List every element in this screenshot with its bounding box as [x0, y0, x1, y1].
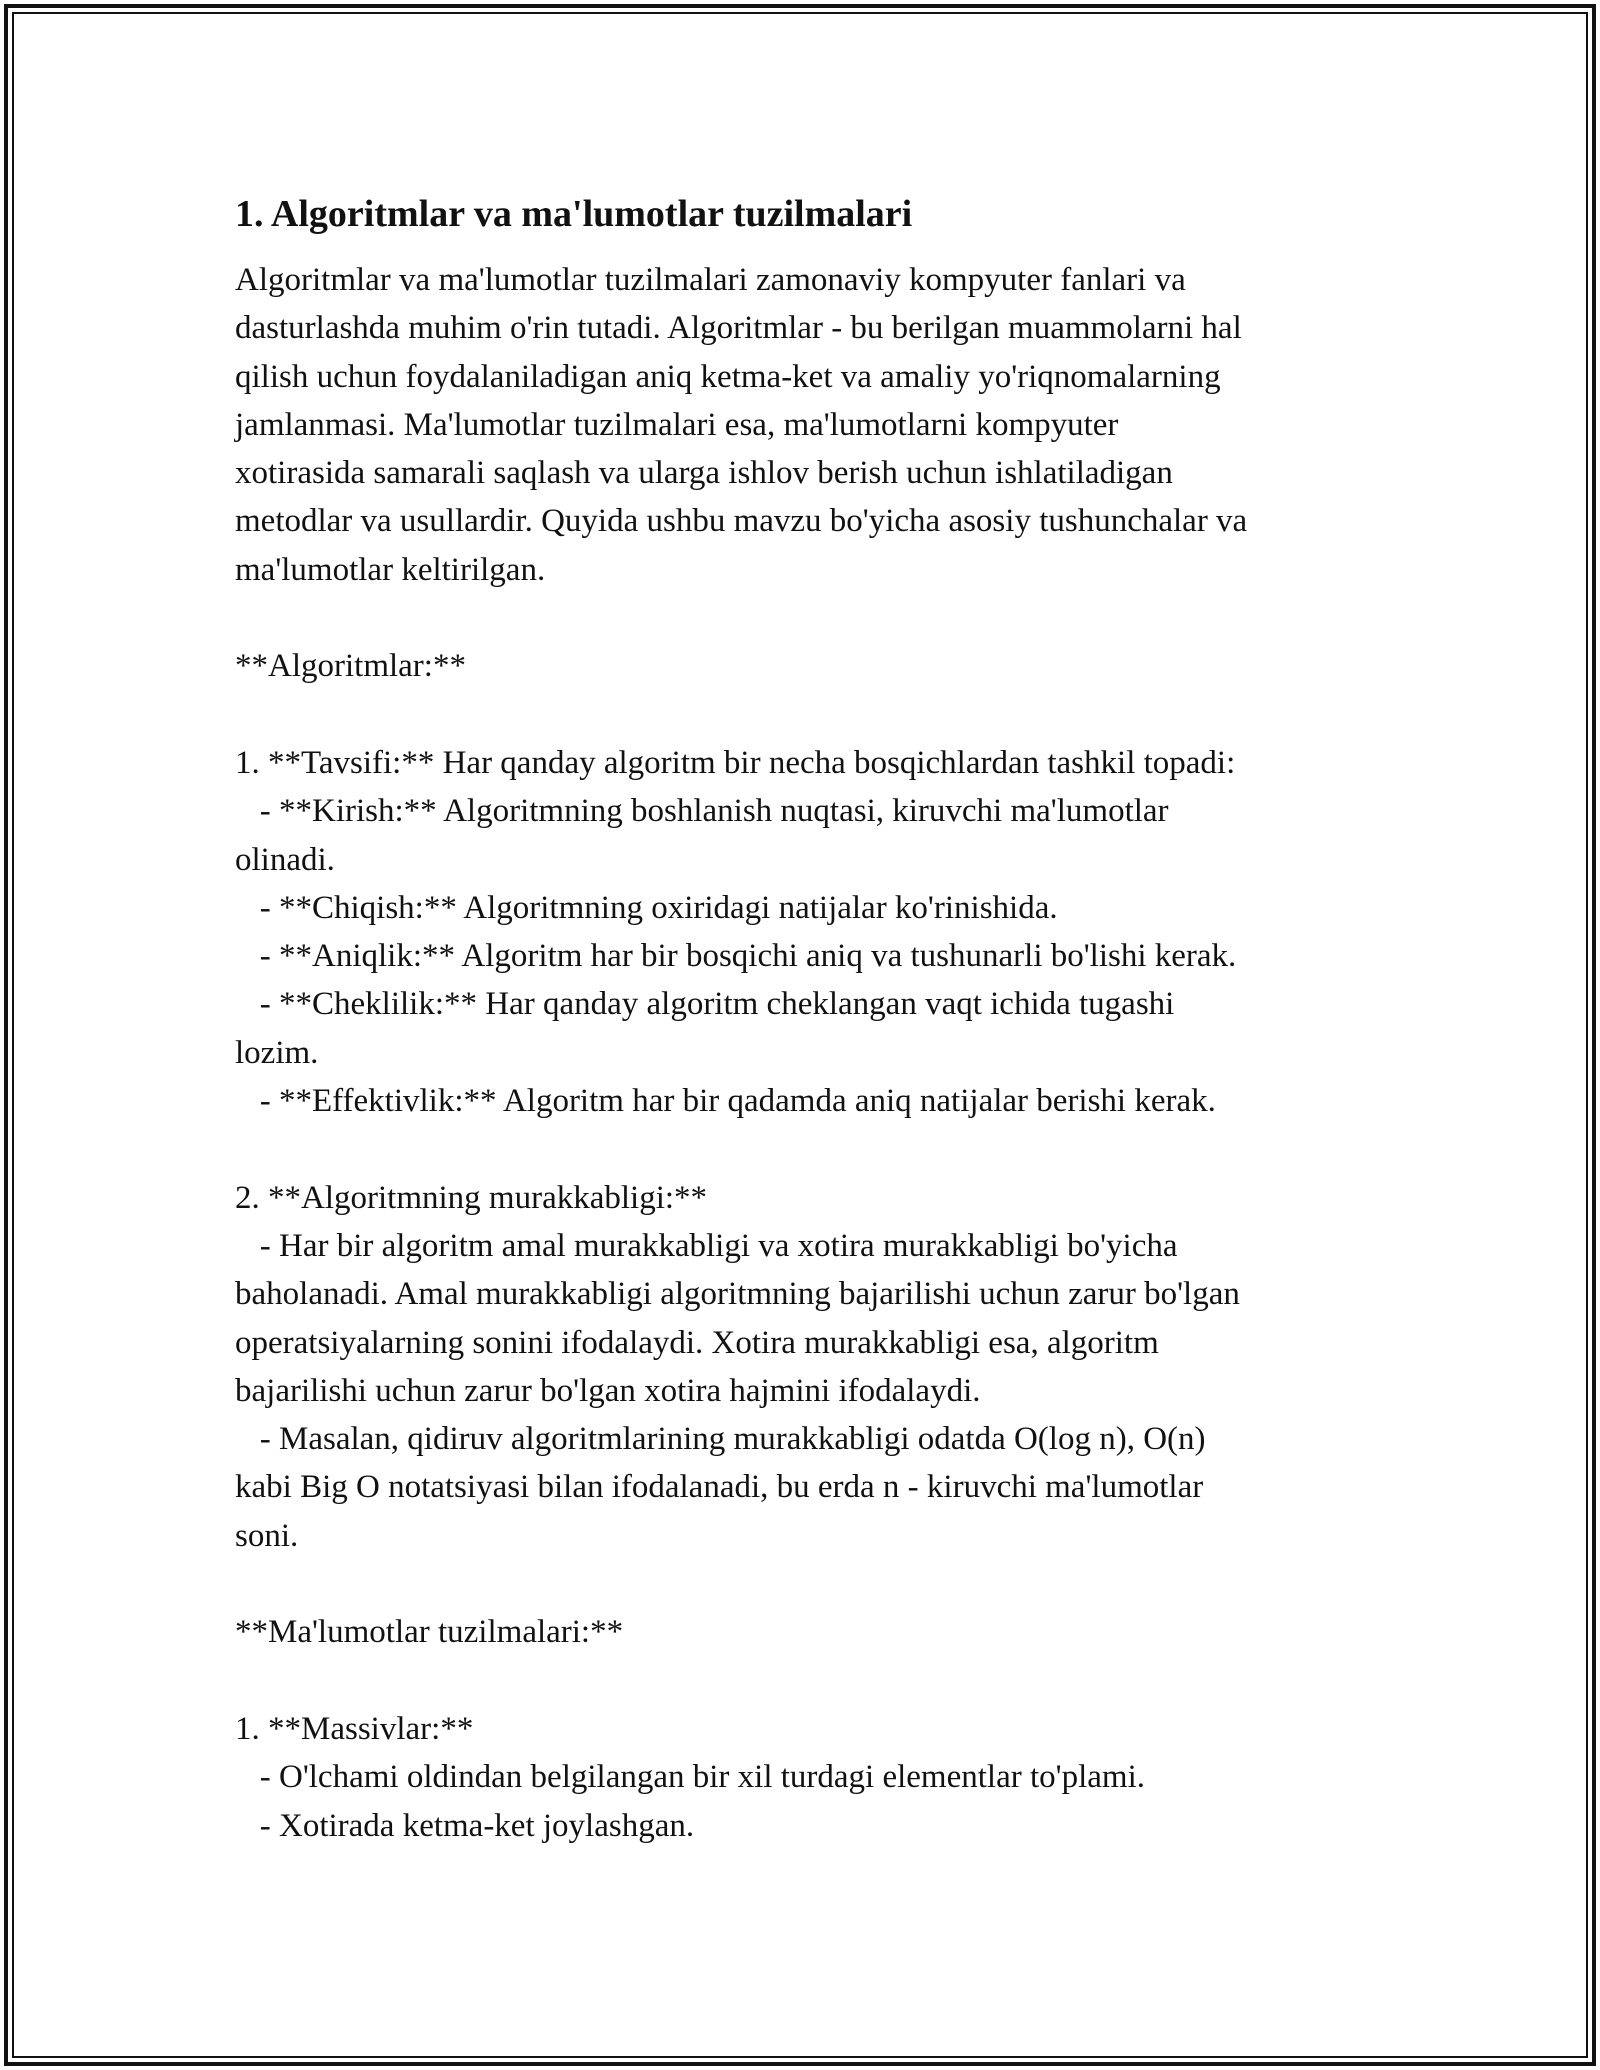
list-item: 1. **Massivlar:** — [235, 1710, 474, 1747]
list-subitem: - Masalan, qidiruv algoritmlarining murakkabligi odatda O(log n), O(n) — [235, 1421, 1206, 1458]
text-line: metodlar va usullardir. Quyida ushbu mavzu bo'yicha asosiy tushunchalar va — [235, 503, 1248, 540]
document-body — [235, 188, 1385, 1850]
list-subitem: - O'lchami oldindan belgilangan bir xil turdagi elementlar to'plami. — [235, 1759, 1145, 1796]
list-subitem: - **Kirish:** Algoritmning boshlanish nuqtasi, kiruvchi ma'lumotlar — [235, 793, 1169, 830]
text-line: lozim. — [235, 1034, 319, 1071]
text-line: dasturlashda muhim o'rin tutadi. Algoritmlar - bu berilgan muammolarni hal — [235, 310, 1242, 347]
text-line: jamlanmasi. Ma'lumotlar tuzilmalari esa, ma'lumotlarni kompyuter — [235, 406, 1119, 443]
text-line: olinadi. — [235, 841, 335, 878]
list-subitem: - **Aniqlik:** Algoritm har bir bosqichi aniq va tushunarli bo'lishi kerak. — [235, 938, 1237, 975]
list-subitem: - **Chiqish:** Algoritmning oxiridagi natijalar ko'rinishida. — [235, 889, 1058, 926]
document-title: 1. Algoritmlar va ma'lumotlar tuzilmalari — [235, 193, 913, 235]
text-line: baholanadi. Amal murakkabligi algoritmning bajarilishi uchun zarur bo'lgan — [235, 1276, 1240, 1313]
text-line: soni. — [235, 1517, 299, 1554]
section-heading: **Algoritmlar:** — [235, 648, 466, 685]
text-line: bajarilishi uchun zarur bo'lgan xotira hajmini ifodalaydi. — [235, 1372, 981, 1409]
blank-line — [235, 1125, 1385, 1173]
document-text — [235, 256, 1385, 1850]
text-line: Algoritmlar va ma'lumotlar tuzilmalari zamonaviy kompyuter fanlari va — [235, 262, 1186, 298]
section-heading: **Ma'lumotlar tuzilmalari:** — [235, 1614, 624, 1651]
text-line: kabi Big O notatsiyasi bilan ifodalanadi, bu erda n - kiruvchi ma'lumotlar — [235, 1469, 1204, 1506]
text-line: xotirasida samarali saqlash va ularga ishlov berish uchun ishlatiladigan — [235, 455, 1173, 492]
text-line: qilish uchun foydalaniladigan aniq ketma-ket va amaliy yo'riqnomalarning — [235, 358, 1221, 395]
blank-line — [235, 1560, 1385, 1608]
list-item: 1. **Tavsifi:** Har qanday algoritm bir necha bosqichlardan tashkil topadi: — [235, 744, 1236, 781]
list-item: 2. **Algoritmning murakkabligi:** — [235, 1179, 708, 1216]
blank-line — [235, 1657, 1385, 1705]
list-subitem: - **Effektivlik:** Algoritm har bir qadamda aniq natijalar berishi kerak. — [235, 1083, 1216, 1120]
list-subitem: - Har bir algoritm amal murakkabligi va xotira murakkabligi bo'yicha — [235, 1227, 1178, 1264]
blank-line — [235, 594, 1385, 642]
list-subitem: - Xotirada ketma-ket joylashgan. — [235, 1807, 695, 1844]
text-line: operatsiyalarning sonini ifodalaydi. Xotira murakkabligi esa, algoritm — [235, 1324, 1159, 1361]
list-subitem: - **Cheklilik:** Har qanday algoritm cheklangan vaqt ichida tugashi — [235, 986, 1175, 1023]
blank-line — [235, 691, 1385, 739]
text-line: ma'lumotlar keltirilgan. — [235, 551, 546, 588]
